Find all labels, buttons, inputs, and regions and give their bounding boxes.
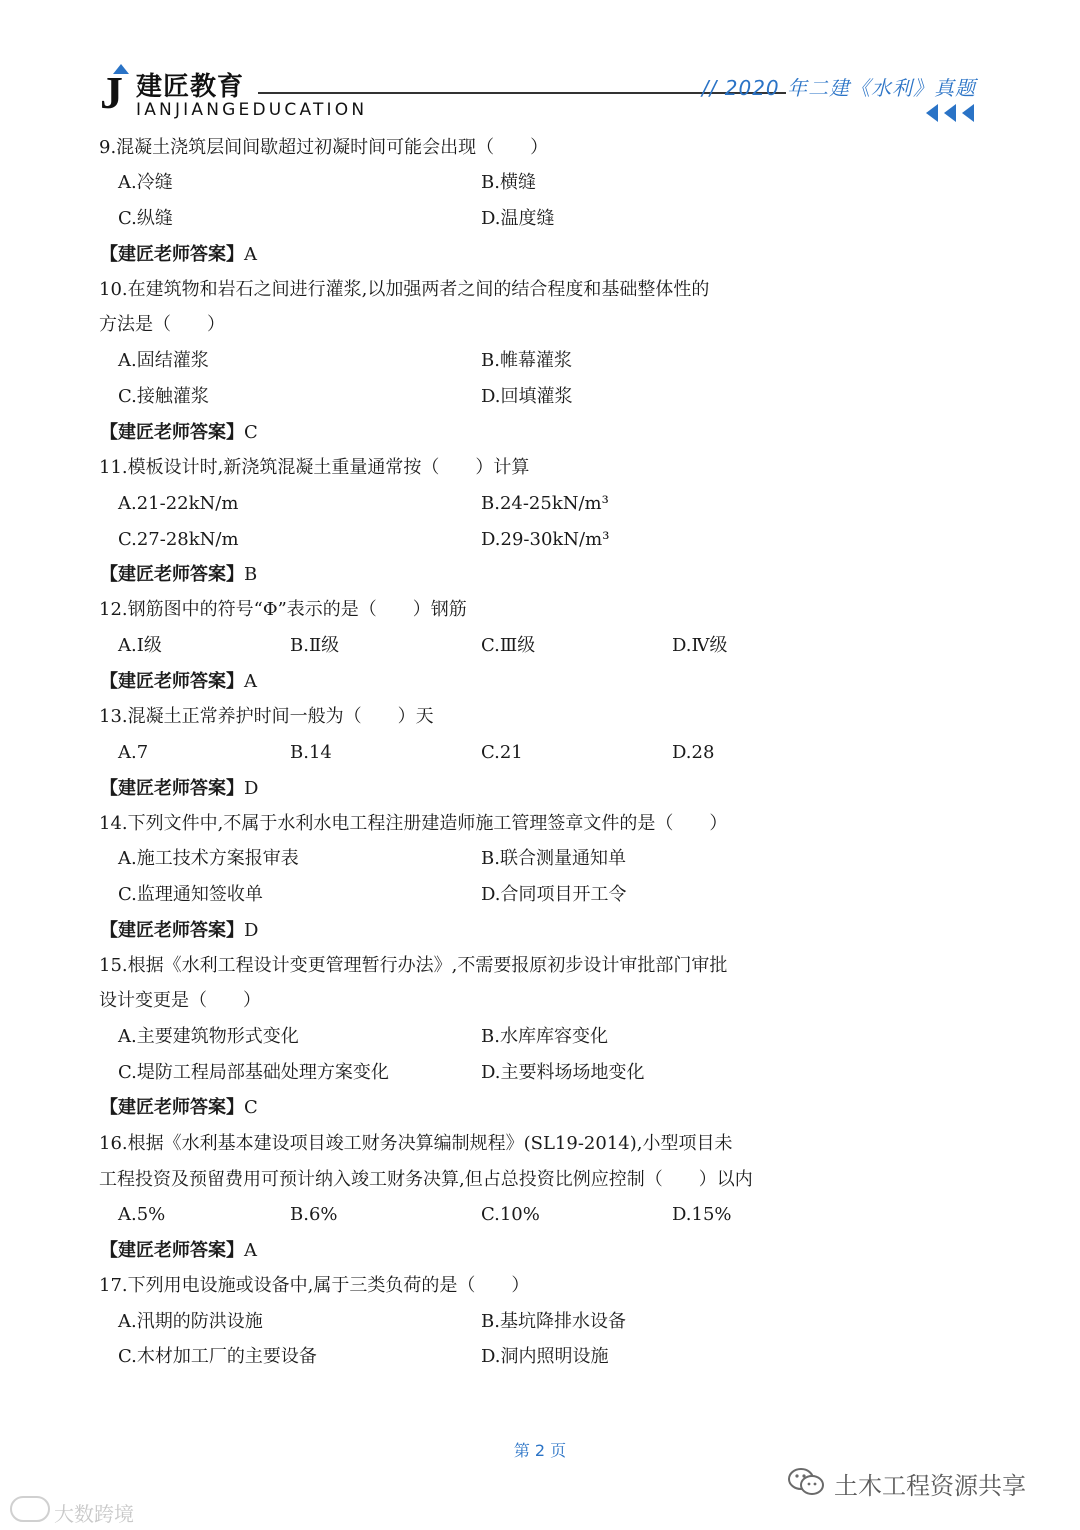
option-c: C.堤防工程局部基础处理方案变化 [118, 1062, 389, 1083]
answer-value: D [244, 778, 259, 799]
triple-chevron-left-icon [926, 104, 982, 122]
option-a: A.施工技术方案报审表 [118, 848, 299, 869]
option-a: A.主要建筑物形式变化 [118, 1026, 299, 1047]
option-b: B.联合测量通知单 [481, 848, 626, 869]
answer-value: B [244, 564, 258, 585]
logo-brand-cn: 建匠教育 [136, 72, 245, 102]
answer-label: 【建匠老师答案】 [100, 778, 244, 799]
question-stem-cont: 设计变更是（ ） [99, 990, 261, 1011]
question-stem: 15.根据《水利工程设计变更管理暂行办法》,不需要报原初步设计审批部门审批 [99, 955, 728, 976]
option-d: D.Ⅳ级 [672, 635, 728, 656]
option-c: C.接触灌浆 [118, 386, 209, 407]
page-header [100, 62, 984, 124]
answer-value: D [244, 920, 259, 941]
option-c: C.木材加工厂的主要设备 [118, 1346, 317, 1367]
answer-label: 【建匠老师答案】 [100, 564, 244, 585]
answer-label: 【建匠老师答案】 [100, 1240, 244, 1261]
answer-line [100, 563, 257, 587]
header-title: // 2020 年二建《水利》真题 [701, 76, 976, 100]
question-stem: 14.下列文件中,不属于水利水电工程注册建造师施工管理签章文件的是（ ） [99, 813, 728, 834]
answer-label: 【建匠老师答案】 [100, 920, 244, 941]
logo-brand-en: IANJIANGEDUCATION [136, 100, 368, 120]
option-b: B.横缝 [481, 172, 536, 193]
option-d: D.温度缝 [481, 208, 555, 229]
option-b: B.基坑降排水设备 [481, 1311, 626, 1332]
option-d: D.28 [672, 742, 715, 763]
option-a: A.21-22kN/m [118, 493, 239, 514]
page-number: 第 2 页 [513, 1441, 567, 1460]
answer-value: C [244, 1097, 258, 1118]
watermark-left: 大数跨境 [54, 1502, 134, 1526]
answer-line [100, 421, 258, 445]
answer-line [100, 919, 258, 943]
option-d: D.29-30kN/m³ [481, 529, 610, 550]
option-d: D.洞内照明设施 [481, 1346, 609, 1367]
option-a: A.Ⅰ级 [118, 635, 162, 656]
option-c: C.监理通知签收单 [118, 884, 263, 905]
answer-line [100, 1239, 257, 1263]
option-b: B.24-25kN/m³ [481, 493, 609, 514]
answer-line [100, 243, 257, 267]
question-stem: 13.混凝土正常养护时间一般为（ ）天 [99, 706, 434, 727]
answer-label: 【建匠老师答案】 [100, 244, 244, 265]
answer-value: A [244, 244, 257, 265]
question-stem: 10.在建筑物和岩石之间进行灌浆,以加强两者之间的结合程度和基础整体性的 [99, 279, 710, 300]
option-a: A.固结灌浆 [118, 350, 209, 371]
option-b: B.6% [290, 1204, 338, 1225]
option-a: A.冷缝 [118, 172, 173, 193]
option-b: B.水库库容变化 [481, 1026, 608, 1047]
watermark-right: 土木工程资源共享 [834, 1472, 1026, 1500]
option-c: C.Ⅲ级 [481, 635, 536, 656]
option-c: C.27-28kN/m [118, 529, 239, 550]
question-stem: 11.模板设计时,新浇筑混凝土重量通常按（ ）计算 [99, 457, 530, 478]
option-b: B.帷幕灌浆 [481, 350, 572, 371]
option-c: C.21 [481, 742, 523, 763]
question-stem: 17.下列用电设施或设备中,属于三类负荷的是（ ） [99, 1275, 530, 1296]
logo-letter: J [100, 67, 123, 118]
option-a: A.7 [118, 742, 149, 763]
answer-line [100, 670, 257, 694]
question-stem: 12.钢筋图中的符号“Φ”表示的是（ ）钢筋 [99, 599, 467, 620]
option-d: D.15% [672, 1204, 732, 1225]
answer-line [100, 1096, 258, 1120]
question-stem-cont: 工程投资及预留费用可预计纳入竣工财务决算,但占总投资比例应控制（ ）以内 [99, 1169, 753, 1190]
option-d: D.合同项目开工令 [481, 884, 627, 905]
answer-value: A [244, 671, 257, 692]
option-d: D.回填灌浆 [481, 386, 573, 407]
answer-label: 【建匠老师答案】 [100, 671, 244, 692]
option-a: A.5% [118, 1204, 166, 1225]
option-c: C.10% [481, 1204, 540, 1225]
question-stem: 16.根据《水利基本建设项目竣工财务决算编制规程》(SL19-2014),小型项目未 [99, 1133, 733, 1154]
answer-label: 【建匠老师答案】 [100, 422, 244, 443]
question-stem-cont: 方法是（ ） [99, 314, 225, 335]
option-b: B.Ⅱ级 [290, 635, 340, 656]
option-a: A.汛期的防洪设施 [118, 1311, 263, 1332]
answer-value: C [244, 422, 258, 443]
answer-value: A [244, 1240, 257, 1261]
answer-label: 【建匠老师答案】 [100, 1097, 244, 1118]
option-b: B.14 [290, 742, 332, 763]
option-d: D.主要料场场地变化 [481, 1062, 645, 1083]
wechat-icon [786, 1466, 826, 1498]
watermark-logo-icon [10, 1496, 50, 1522]
answer-line [100, 777, 258, 801]
option-c: C.纵缝 [118, 208, 173, 229]
question-stem: 9.混凝土浇筑层间间歇超过初凝时间可能会出现（ ） [99, 137, 549, 158]
